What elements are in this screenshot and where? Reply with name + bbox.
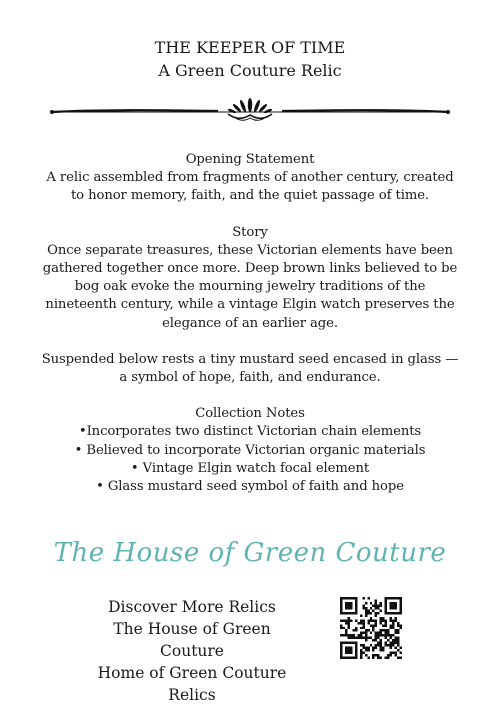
footer-line: Discover More Relics [108, 598, 276, 616]
ornamental-divider-icon [48, 95, 452, 125]
list-item: • Vintage Elgin watch focal element [130, 460, 370, 476]
notes-list [40, 423, 460, 496]
story-paragraph-2: Suspended below rests a tiny mustard seed encased in glass — a symbol of hope, faith, and endurance. [41, 351, 459, 386]
list-item: •Incorporates two distinct Victorian chain elements [78, 424, 422, 440]
list-item: • Glass mustard seed symbol of faith and hope [96, 479, 404, 495]
title-block [0, 36, 500, 82]
list-item: • Believed to incorporate Victorian organic materials [74, 442, 426, 458]
qr-code-icon[interactable] [340, 597, 402, 659]
page-subtitle: A Green Couture Relic [158, 61, 342, 80]
notes-heading: Collection Notes [195, 406, 305, 422]
page-title: THE KEEPER OF TIME [154, 38, 346, 57]
content-body [40, 151, 460, 496]
footer-line: Home of Green Couture Relics [97, 664, 287, 704]
story-paragraph-1: Once separate treasures, these Victorian elements have been gathered together once more. Deep brown links believed to be bog oak evoke the mourning jewelry traditions of the nineteenth century, while a vintage Elgin watch preserves the elegance of an earlier age. [42, 242, 458, 331]
opening-heading: Opening Statement [185, 152, 315, 167]
brand-script-title: The House of Green Couture [53, 538, 447, 568]
opening-text: A relic assembled from fragments of another century, created to honor memory, faith, and the quiet passage of time. [46, 170, 454, 204]
footer-lines [82, 596, 302, 706]
story-heading: Story [232, 224, 268, 240]
footer-line: The House of Green Couture [113, 620, 271, 660]
